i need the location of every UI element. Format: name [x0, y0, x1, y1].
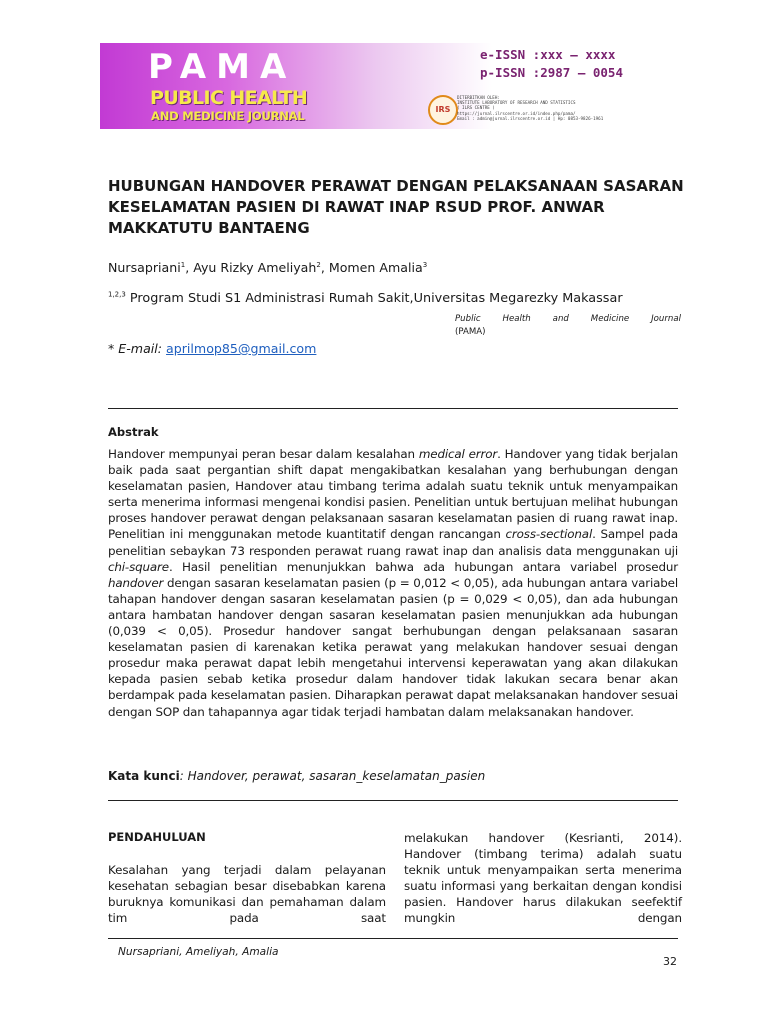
author-list: Nursapriani$^1$, Ayu Rizky Ameliyah$^2$, Momen Amalia$^3$ — [108, 260, 428, 275]
abstract-text: . Handover yang tidak berjalan baik pada saat pergantian shift dapat mengakibatkan kesalahan yang berhubungan dengan keselamatan pasien, Handover atau timbang terima adalah suatu teknik untuk menyampaikan serta menerima informasi mengenai kondisi pasien. Penelitian untuk bertujuan melihat hubungan proses handover perawat dengan pelaksanaan sasaran keselamatan pasien di ruang rawat inap. Penelitian ini menggunakan metode kuantitatif dengan rancangan — [108, 447, 678, 542]
footer-authors: Nursapriani, Ameliyah, Amalia — [118, 946, 279, 958]
corresponding-email — [108, 341, 316, 356]
author-name: Momen Amalia — [328, 260, 423, 275]
intro-left-column: Kesalahan yang terjadi dalam pelayanan kesehatan sebagian besar disebabkan karena buruknya komunikasi dan pemahaman dalam tim pada saat — [108, 863, 386, 926]
author-name: Ayu Rizky Ameliyah — [193, 260, 317, 275]
affiliation — [108, 291, 623, 306]
author-affil-mark: 3 — [422, 260, 428, 269]
keywords-list: Handover, perawat, sasaran_keselamatan_pasien — [187, 769, 486, 783]
abstract-body — [108, 446, 678, 720]
journal-logo-subtitle: PUBLIC HEALTH — [150, 87, 308, 109]
abstract-text: dengan sasaran keselamatan pasien (p = 0,012 < 0,05), ada hubungan antara variabel tahapan handover dengan sasaran keselamatan pasien (p = 0,029 < 0,05), dan ada hubungan antara hambatan handover dengan sasaran keselamatan pasien menunjukkan ada hubungan (0,039 < 0,05). Prosedur handover sangat berhubungan dengan pelaksanaan sasaran keselamatan pasien di karenakan ketika perawat yang melakukan handover sesuai dengan prosedur maka perawat dapat lebih mengetahui intervensi keperawatan yang akan dilakukan kepada pasien sebab ketika prosedur dalam handover tidak lakukan secara benar akan berdampak pada keselamatan pasien. Diharapkan perawat dapat melaksanakan handover sesuai dengan SOP dan tahapannya agar tidak terjadi hambatan dalam melaksanakan handover. — [108, 575, 678, 719]
journal-abbreviation: (PAMA) — [455, 327, 486, 337]
journal-banner — [100, 43, 677, 129]
section-heading-pendahuluan: PENDAHULUAN — [108, 830, 206, 844]
abstract-term: chi-square — [108, 559, 169, 574]
page-number: 32 — [663, 955, 677, 968]
keywords-label: Kata kunci — [108, 769, 180, 783]
publisher-line: DITERBITKAN OLEH: — [457, 95, 500, 100]
publisher-line: Email : admin@jurnal.ilrscentre.or.id | Hp: 0853-9826-1961 — [457, 115, 604, 121]
affiliation-mark: 1,2,3 — [108, 290, 126, 299]
abstract-text: . Hasil penelitian menunjukkan bahwa ada hubungan antara variabel prosedur — [168, 559, 678, 574]
publisher-line: ( ILRS CENTRE ) — [457, 105, 495, 111]
publisher-line: https://jurnal.ilrscentre.or.id/index.php/pama/ — [457, 110, 576, 116]
article-title: HUBUNGAN HANDOVER PERAWAT DENGAN PELAKSANAAN SASARAN KESELAMATAN PASIEN DI RAWAT INAP RSUD PROF. ANWAR MAKKATUTU BANTAENG — [108, 177, 684, 237]
journal-logo-subtitle-2: AND MEDICINE JOURNAL — [151, 109, 305, 123]
divider-abstract-end — [108, 800, 678, 801]
email-label: * E-mail: — [108, 341, 163, 356]
author-affil-mark: 2 — [316, 260, 321, 269]
author-name: Nursapriani — [108, 260, 181, 275]
abstract-text: . Sampel pada penelitian sebaykan 73 responden perawat ruang rawat inap dan analisis data menggunakan uji — [108, 527, 678, 558]
abstract-text: Handover mempunyai peran besar dalam kesalahan — [108, 447, 419, 461]
abstract-heading: Abstrak — [108, 425, 159, 439]
abstract-term: medical error — [418, 447, 498, 461]
intro-right-column: melakukan handover (Kesrianti, 2014). Handover (timbang terima) adalah suatu teknik untuk menyampaikan serta menerima suatu informasi yang berkaitan dengan kondisi pasien. Handover harus dilakukan seefektif mungkin dengan — [404, 831, 682, 926]
abstract-term: handover — [108, 575, 164, 590]
p-issn: p-ISSN :2987 – 0054 — [480, 65, 623, 80]
abstract-term: cross-sectional — [505, 527, 593, 542]
publisher-info — [457, 95, 603, 121]
keywords: Kata kunci: Handover, perawat, sasaran_keselamatan_pasien — [108, 769, 486, 783]
publisher-logo-icon: IRS — [428, 95, 458, 125]
divider-top — [108, 408, 678, 409]
footer-rule — [108, 938, 678, 939]
publisher-line: INSTITUTE LABORATORY OF RESEARCH AND STATISTICS — [457, 100, 576, 106]
journal-note: Public Health and Medicine Journal — [455, 314, 681, 324]
email-link[interactable]: aprilmop85@gmail.com — [166, 341, 317, 356]
journal-logo-title: PAMA — [148, 47, 297, 87]
e-issn: e-ISSN :xxx – xxxx — [480, 47, 616, 62]
affiliation-text: Program Studi S1 Administrasi Rumah Sakit,Universitas Megarezky Makassar — [129, 291, 623, 306]
author-affil-mark: 1 — [180, 260, 186, 269]
